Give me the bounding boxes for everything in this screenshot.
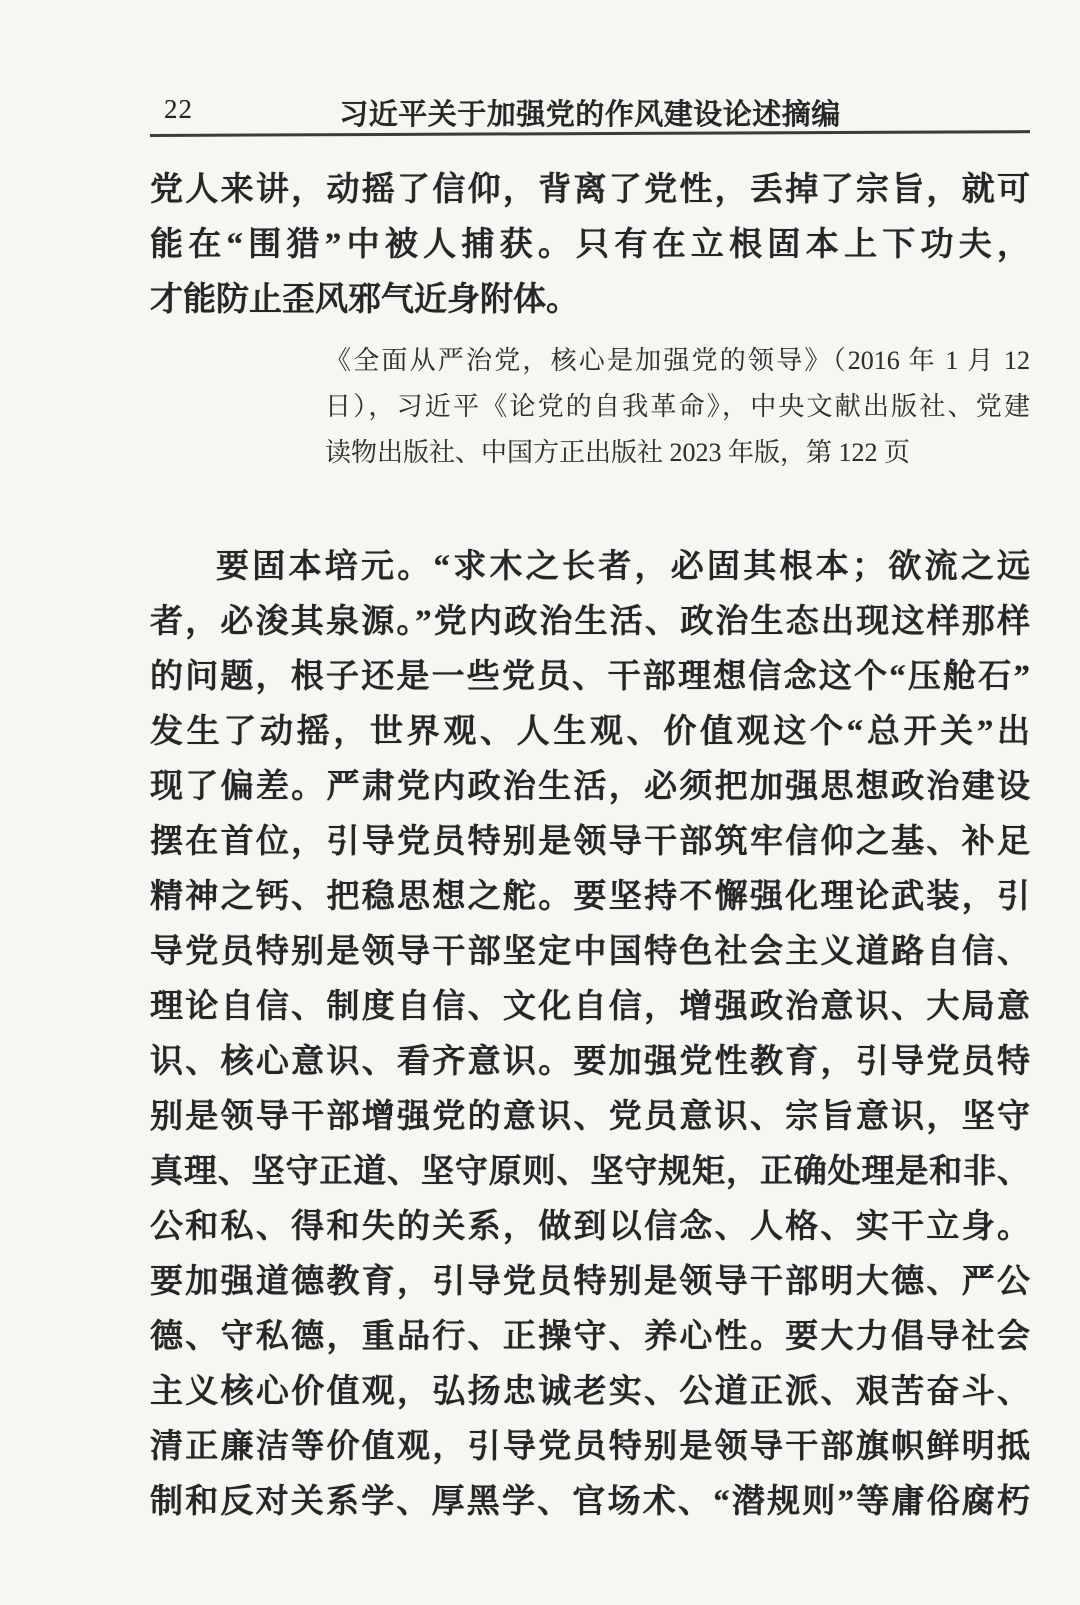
text-line: 真理、坚守正道、坚守原则、坚守规矩，正确处理是和非、 xyxy=(150,1154,1030,1190)
text-line: 现了偏差。严肃党内政治生活，必须把加强思想政治建设 xyxy=(150,769,1030,805)
text-line: 制和反对关系学、厚黑学、官场术、“潜规则”等庸俗腐朽 xyxy=(150,1484,1030,1520)
text-line: 能在“围猎”中被人捕获。只有在立根固本上下功夫， xyxy=(150,227,1030,263)
text-line: 精神之钙、把稳思想之舵。要坚持不懈强化理论武装，引 xyxy=(150,879,1030,915)
text-line: 的问题，根子还是一些党员、干部理想信念这个“压舱石” xyxy=(150,659,1030,695)
text-line: 主义核心价值观，弘扬忠诚老实、公道正派、艰苦奋斗、 xyxy=(150,1374,1030,1410)
paragraph-continuation xyxy=(150,163,1030,328)
paragraph-main xyxy=(150,540,1030,1530)
running-head xyxy=(150,88,1030,131)
text-line: 日），习近平《论党的自我革命》，中央文献出版社、党建 xyxy=(325,392,1030,421)
text-line: 读物出版社、中国方正出版社 2023 年版，第 122 页 xyxy=(325,438,911,467)
text-line: 《全面从严治党，核心是加强党的领导》（2016 年 1 月 12 xyxy=(325,346,1030,375)
text-line: 党人来讲，动摇了信仰，背离了党性，丢掉了宗旨，就可 xyxy=(150,172,1030,208)
text-line: 公和私、得和失的关系，做到以信念、人格、实干立身。 xyxy=(150,1209,1030,1245)
text-line: 别是领导干部增强党的意识、党员意识、宗旨意识，坚守 xyxy=(150,1099,1030,1135)
text-line: 摆在首位，引导党员特别是领导干部筑牢信仰之基、补足 xyxy=(150,824,1030,860)
source-citation-block xyxy=(325,338,1030,476)
text-line: 才能防止歪风邪气近身附体。 xyxy=(150,282,579,318)
text-line: 要加强道德教育，引导党员特别是领导干部明大德、严公 xyxy=(150,1264,1030,1300)
text-line: 理论自信、制度自信、文化自信，增强政治意识、大局意 xyxy=(150,989,1030,1025)
text-line: 识、核心意识、看齐意识。要加强党性教育，引导党员特 xyxy=(150,1044,1030,1080)
running-head-title: 习近平关于加强党的作风建设论述摘编 xyxy=(339,99,841,131)
text-line: 要固本培元。“求木之长者，必固其根本；欲流之远 xyxy=(216,549,1030,585)
text-line: 发生了动摇，世界观、人生观、价值观这个“总开关”出 xyxy=(150,714,1030,750)
page-content-column xyxy=(150,0,1030,1530)
text-line: 导党员特别是领导干部坚定中国特色社会主义道路自信、 xyxy=(150,934,1030,970)
text-line: 德、守私德，重品行、正操守、养心性。要大力倡导社会 xyxy=(150,1319,1030,1355)
text-line: 清正廉洁等价值观，引导党员特别是领导干部旗帜鲜明抵 xyxy=(150,1429,1030,1465)
page-number: 22 xyxy=(164,94,193,124)
text-line: 者，必浚其泉源。”党内政治生活、政治生态出现这样那样 xyxy=(150,604,1030,640)
